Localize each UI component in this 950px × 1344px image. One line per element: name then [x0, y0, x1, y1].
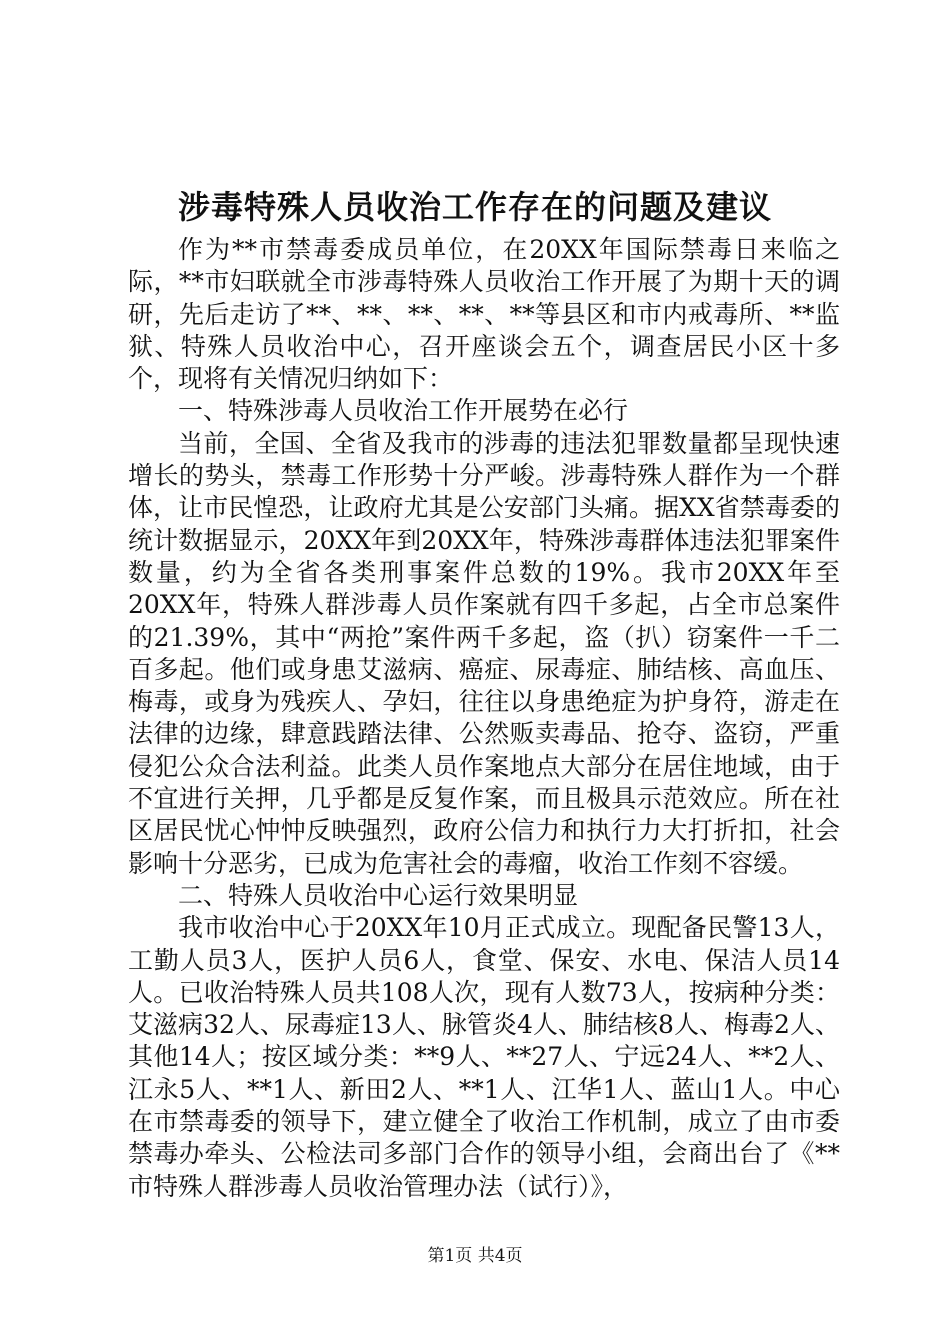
document-body — [128, 234, 840, 1203]
paragraph-intro: 作为**市禁毒委成员单位，在20XX年国际禁毒日来临之际，**市妇联就全市涉毒特殊人员收治工作开展了为期十天的调研，先后走访了**、**、**、**、**等县区和市内戒毒所、**监狱、特殊人员收治中心，召开座谈会五个，调查居民小区十多个，现将有关情况归纳如下： — [128, 235, 840, 394]
paragraph-section-2: 我市收治中心于20XX年10月正式成立。现配备民警13人，工勤人员3人，医护人员6人，食堂、保安、水电、保洁人员14人。已收治特殊人员共108人次，现有人数73人，按病种分类：艾滋病32人、尿毒症13人、脉管炎4人、肺结核8人、梅毒2人、其他14人；按区域分类：**9人、**27人、宁远24人、**2人、江永5人、**1人、新田2人、**1人、江华1人、蓝山1人。中心在市禁毒委的领导下，建立健全了收治工作机制，成立了由市委禁毒办牵头、公检法司多部门合作的领导小组，会商出台了《**市特殊人群涉毒人员收治管理办法（试行）》， — [128, 913, 840, 1201]
page-footer: 第1页 共4页 — [427, 1246, 523, 1266]
document-title: 涉毒特殊人员收治工作存在的问题及建议 — [177, 188, 772, 226]
paragraph-section-1: 当前，全国、全省及我市的涉毒的违法犯罪数量都呈现快速增长的势头，禁毒工作形势十分严峻。涉毒特殊人群作为一个群体，让市民惶恐，让政府尤其是公安部门头痛。据XX省禁毒委的统计数据显示，20XX年到20XX年，特殊涉毒群体违法犯罪案件数量，约为全省各类刑事案件总数的19%。我市20XX年至20XX年，特殊人群涉毒人员作案就有四千多起，占全市总案件的21.39%，其中“两抢”案件两千多起，盗（扒）窃案件一千二百多起。他们或身患艾滋病、癌症、尿毒症、肺结核、高血压、梅毒，或身为残疾人、孕妇，往往以身患绝症为护身符，游走在法律的边缘，肆意践踏法律、公然贩卖毒品、抢夺、盗窃，严重侵犯公众合法利益。此类人员作案地点大部分在居住地域，由于不宜进行关押，几乎都是反复作案，而且极具示范效应。所在社区居民忧心忡忡反映强烈，政府公信力和执行力大打折扣，社会影响十分恶劣，已成为危害社会的毒瘤，收治工作刻不容缓。 — [128, 428, 840, 878]
section-heading-2: 二、特殊人员收治中心运行效果明显 — [178, 880, 579, 910]
section-heading-1: 一、特殊涉毒人员收治工作开展势在必行 — [178, 396, 629, 426]
